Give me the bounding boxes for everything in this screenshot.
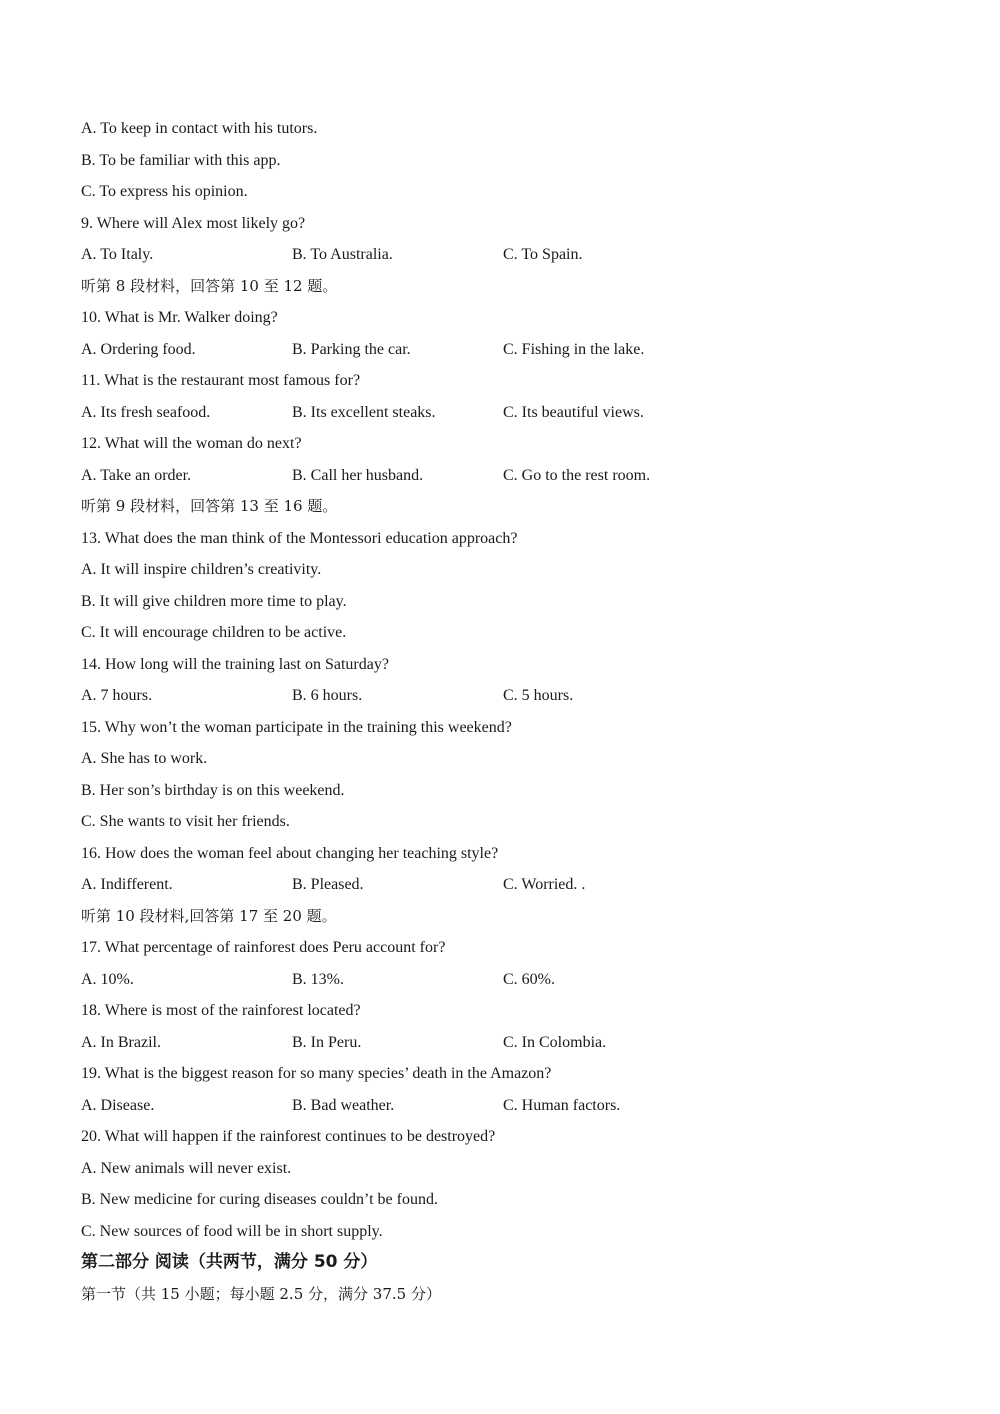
q18-question: 18. Where is most of the rainforest located? <box>81 1002 361 1019</box>
q18-option-b: B. In Peru. <box>292 1033 362 1051</box>
q12-option-a: A. Take an order. <box>81 466 192 484</box>
q18-option-a: A. In Brazil. <box>81 1033 161 1051</box>
q20-option-c: C. New sources of food will be in short supply. <box>81 1222 383 1240</box>
q15-option-c: C. She wants to visit her friends. <box>81 813 290 830</box>
q16-option-b: B. Pleased. <box>292 876 364 893</box>
q11-option-a: A. Its fresh seafood. <box>81 403 211 421</box>
q19-option-b: B. Bad weather. <box>292 1096 395 1114</box>
q19-option-a: A. Disease. <box>81 1096 155 1114</box>
section-10-instruction: 听第 10 段材料,回答第 17 至 20 题。 <box>81 906 337 925</box>
q14-option-c: C. 5 hours. <box>503 687 574 704</box>
part-2-heading: 第二部分 阅读（共两节，满分 50 分） <box>81 1252 378 1272</box>
q13-option-a: A. It will inspire children’s creativity. <box>81 561 322 578</box>
section-8-instruction: 听第 8 段材料，回答第 10 至 12 题。 <box>81 276 338 295</box>
q13-question: 13. What does the man think of the Montessori education approach? <box>81 529 518 547</box>
q12-option-b: B. Call her husband. <box>292 466 424 484</box>
q11-option-b: B. Its excellent steaks. <box>292 403 436 421</box>
q9-question: 9. Where will Alex most likely go? <box>81 214 306 232</box>
q15-option-b: B. Her son’s birthday is on this weekend. <box>81 781 345 799</box>
q20-option-a: A. New animals will never exist. <box>81 1159 292 1177</box>
q20-question: 20. What will happen if the rainforest continues to be destroyed? <box>81 1128 496 1145</box>
q9-option-b: B. To Australia. <box>292 246 393 263</box>
q11-options <box>81 397 941 429</box>
q14-option-b: B. 6 hours. <box>292 687 363 704</box>
q10-question: 10. What is Mr. Walker doing? <box>81 309 278 326</box>
q14-options <box>81 680 941 712</box>
q15-option-a: A. She has to work. <box>81 750 208 767</box>
q11-option-c: C. Its beautiful views. <box>503 403 644 421</box>
q14-question: 14. How long will the training last on Saturday? <box>81 655 389 673</box>
q9-options <box>81 239 941 271</box>
q12-options <box>81 460 941 492</box>
q19-option-c: C. Human factors. <box>503 1096 621 1114</box>
q16-option-a: A. Indifferent. <box>81 876 173 893</box>
q10-options <box>81 334 941 366</box>
q17-question: 17. What percentage of rainforest does Peru account for? <box>81 939 446 956</box>
q17-option-a: A. 10%. <box>81 970 134 988</box>
q15-question: 15. Why won’t the woman participate in the training this weekend? <box>81 718 512 736</box>
q13-option-b: B. It will give children more time to play. <box>81 592 347 610</box>
exam-page <box>81 113 941 1310</box>
q13-option-c: C. It will encourage children to be active. <box>81 624 347 641</box>
q16-options <box>81 869 941 901</box>
q9-option-a: A. To Italy. <box>81 246 154 263</box>
q18-options <box>81 1027 941 1059</box>
q8-option-b: B. To be familiar with this app. <box>81 151 281 169</box>
section-9-instruction: 听第 9 段材料，回答第 13 至 16 题。 <box>81 497 338 515</box>
q19-options <box>81 1090 941 1122</box>
q10-option-c: C. Fishing in the lake. <box>503 340 645 358</box>
q16-option-c: C. Worried. . <box>503 876 586 893</box>
q19-question: 19. What is the biggest reason for so many species’ death in the Amazon? <box>81 1065 552 1082</box>
q12-question: 12. What will the woman do next? <box>81 435 302 452</box>
q14-option-a: A. 7 hours. <box>81 687 153 704</box>
q17-option-b: B. 13%. <box>292 970 344 988</box>
q18-option-c: C. In Colombia. <box>503 1033 607 1051</box>
q17-option-c: C. 60%. <box>503 970 555 988</box>
part-2-section-1-instruction: 第一节（共 15 小题；每小题 2.5 分，满分 37.5 分） <box>81 1284 441 1303</box>
q8-option-c: C. To express his opinion. <box>81 183 248 200</box>
q20-option-b: B. New medicine for curing diseases couldn’t be found. <box>81 1191 438 1208</box>
q17-options <box>81 964 941 996</box>
q9-option-c: C. To Spain. <box>503 246 583 263</box>
q10-option-b: B. Parking the car. <box>292 340 411 358</box>
q8-option-a: A. To keep in contact with his tutors. <box>81 120 318 137</box>
q11-question: 11. What is the restaurant most famous for? <box>81 372 361 389</box>
q10-option-a: A. Ordering food. <box>81 340 196 358</box>
q16-question: 16. How does the woman feel about changing her teaching style? <box>81 844 499 862</box>
q12-option-c: C. Go to the rest room. <box>503 466 651 484</box>
